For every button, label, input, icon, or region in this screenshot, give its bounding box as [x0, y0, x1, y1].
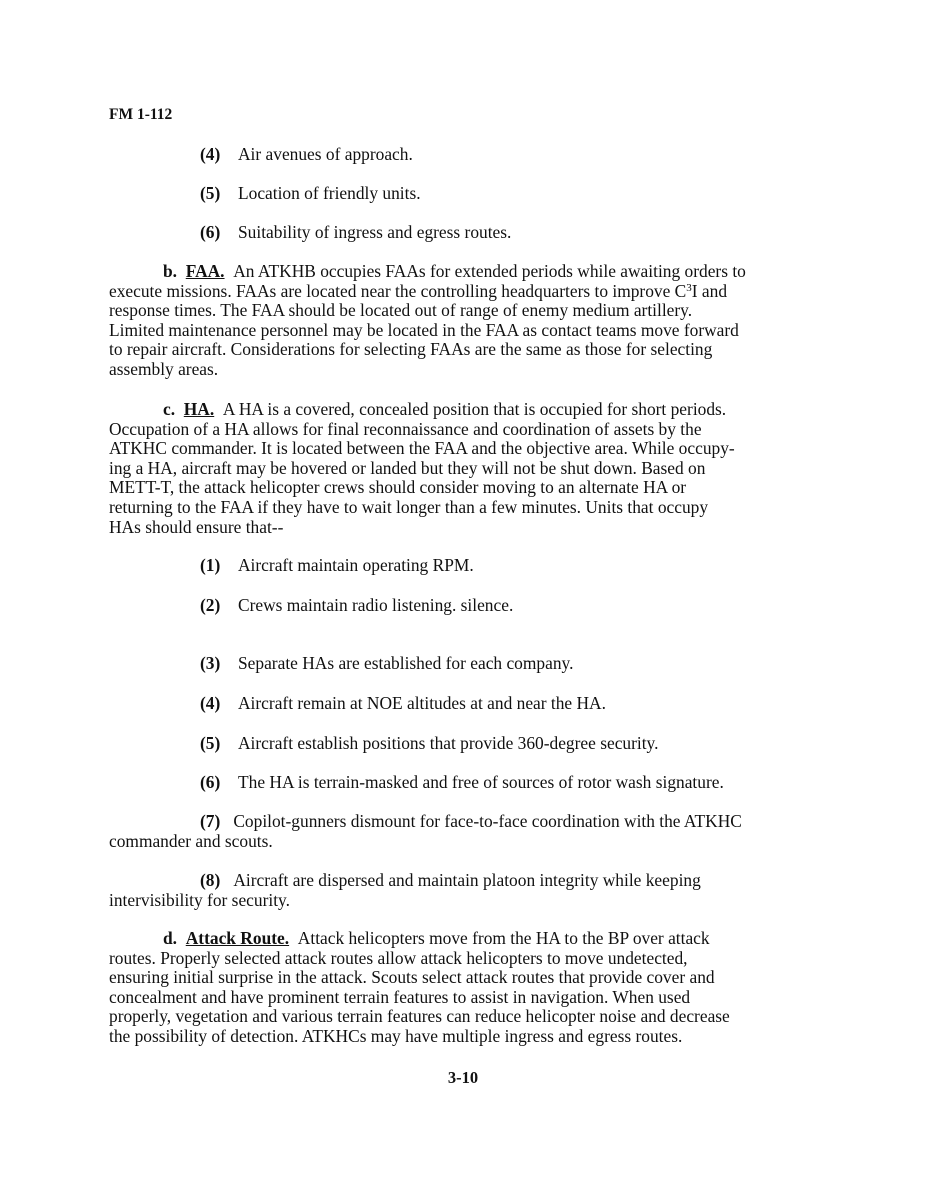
paragraph-line: ing a HA, aircraft may be hovered or landed but they will not be shut down. Based on — [109, 457, 706, 478]
line-text: Aircraft are dispersed and maintain platoon integrity while keeping — [233, 870, 701, 890]
list-item — [200, 223, 511, 243]
paragraph-line: routes. Properly selected attack routes allow attack helicopters to move undetected, — [109, 947, 688, 968]
paragraph-line: commander and scouts. — [109, 830, 273, 851]
line-text: Copilot-gunners dismount for face-to-face coordination with the ATKHC — [233, 811, 742, 831]
paragraph-c — [109, 400, 825, 537]
item-text: Aircraft establish positions that provide 360-degree security. — [238, 733, 659, 753]
list-item — [200, 184, 421, 204]
item-text: Location of friendly units. — [238, 183, 421, 203]
paragraph-line: Occupation of a HA allows for final reconnaissance and coordination of assets by the — [109, 418, 702, 439]
line-text: Attack helicopters move from the HA to the BP over attack — [297, 928, 710, 948]
line-text: A HA is a covered, concealed position that is occupied for short periods. — [222, 399, 727, 419]
item-text: Separate HAs are established for each company. — [238, 653, 574, 673]
item-number: (3) — [200, 653, 221, 673]
list-item — [200, 556, 474, 576]
item-text: The HA is terrain-masked and free of sources of rotor wash signature. — [238, 772, 724, 792]
paragraph-line — [109, 929, 825, 949]
item-number: (4) — [200, 693, 221, 713]
list-item — [200, 596, 513, 616]
paragraph-line — [109, 400, 825, 420]
item-number: (4) — [200, 144, 221, 164]
list-item — [200, 734, 658, 754]
item-number: (6) — [200, 772, 221, 792]
list-item-7 — [109, 812, 825, 851]
paragraph-line: ATKHC commander. It is located between the FAA and the objective area. While occupy- — [109, 438, 735, 459]
item-number: (1) — [200, 555, 221, 575]
paragraph-line: METT-T, the attack helicopter crews should consider moving to an alternate HA or — [109, 477, 687, 498]
paragraph-line — [109, 871, 825, 891]
list-item — [200, 773, 724, 793]
paragraph-letter: b. — [163, 261, 178, 281]
paragraph-line: to repair aircraft. Considerations for selecting FAAs are the same as those for selecting — [109, 339, 713, 360]
item-text: Air avenues of approach. — [238, 144, 413, 164]
paragraph-line: ensuring initial surprise in the attack. Scouts select attack routes that provide cover and — [109, 967, 715, 988]
list-item — [200, 694, 606, 714]
page-number: 3-10 — [447, 1068, 479, 1087]
item-text: Aircraft remain at NOE altitudes at and near the HA. — [238, 693, 606, 713]
paragraph-line: properly, vegetation and various terrain features can reduce helicopter noise and decrease — [109, 1006, 730, 1027]
paragraph-line: Limited maintenance personnel may be located in the FAA as contact teams move forward — [109, 319, 739, 340]
paragraph-line: the possibility of detection. ATKHCs may have multiple ingress and egress routes. — [109, 1025, 683, 1046]
list-item — [200, 654, 573, 674]
paragraph-b — [109, 262, 825, 380]
paragraph-d — [109, 929, 825, 1047]
paragraph-heading: Attack Route. — [185, 928, 290, 948]
item-number: (7) — [200, 811, 221, 831]
paragraph-line: response times. The FAA should be located out of range of enemy medium artillery. — [109, 300, 693, 321]
paragraph-letter: d. — [163, 928, 178, 948]
line-text: execute missions. FAAs are located near the controlling headquarters to improve C — [109, 280, 687, 301]
item-number: (2) — [200, 595, 221, 615]
page-header: FM 1-112 — [109, 106, 173, 123]
paragraph-line: HAs should ensure that-- — [109, 516, 284, 537]
item-text: Aircraft maintain operating RPM. — [238, 555, 474, 575]
superscript: 3 — [686, 281, 692, 294]
line-text: An ATKHB occupies FAAs for extended periods while awaiting orders to — [233, 261, 746, 281]
item-number: (6) — [200, 222, 221, 242]
paragraph-line — [109, 282, 825, 302]
paragraph-line: concealment and have prominent terrain features to assist in navigation. When used — [109, 986, 691, 1007]
paragraph-line: assembly areas. — [109, 358, 219, 379]
paragraph-heading: FAA. — [185, 261, 225, 281]
paragraph-line — [109, 812, 825, 832]
item-text: Crews maintain radio listening. silence. — [238, 595, 514, 615]
paragraph-letter: c. — [163, 399, 176, 419]
paragraph-line: intervisibility for security. — [109, 889, 290, 910]
list-item-8 — [109, 871, 825, 910]
paragraph-line: returning to the FAA if they have to wait longer than a few minutes. Units that occupy — [109, 496, 709, 517]
list-item — [200, 145, 413, 165]
item-number: (5) — [200, 183, 221, 203]
item-number: (8) — [200, 870, 221, 890]
line-text: I and — [691, 280, 728, 301]
paragraph-line — [109, 262, 825, 282]
paragraph-heading: HA. — [183, 399, 215, 419]
item-text: Suitability of ingress and egress routes. — [238, 222, 512, 242]
item-number: (5) — [200, 733, 221, 753]
